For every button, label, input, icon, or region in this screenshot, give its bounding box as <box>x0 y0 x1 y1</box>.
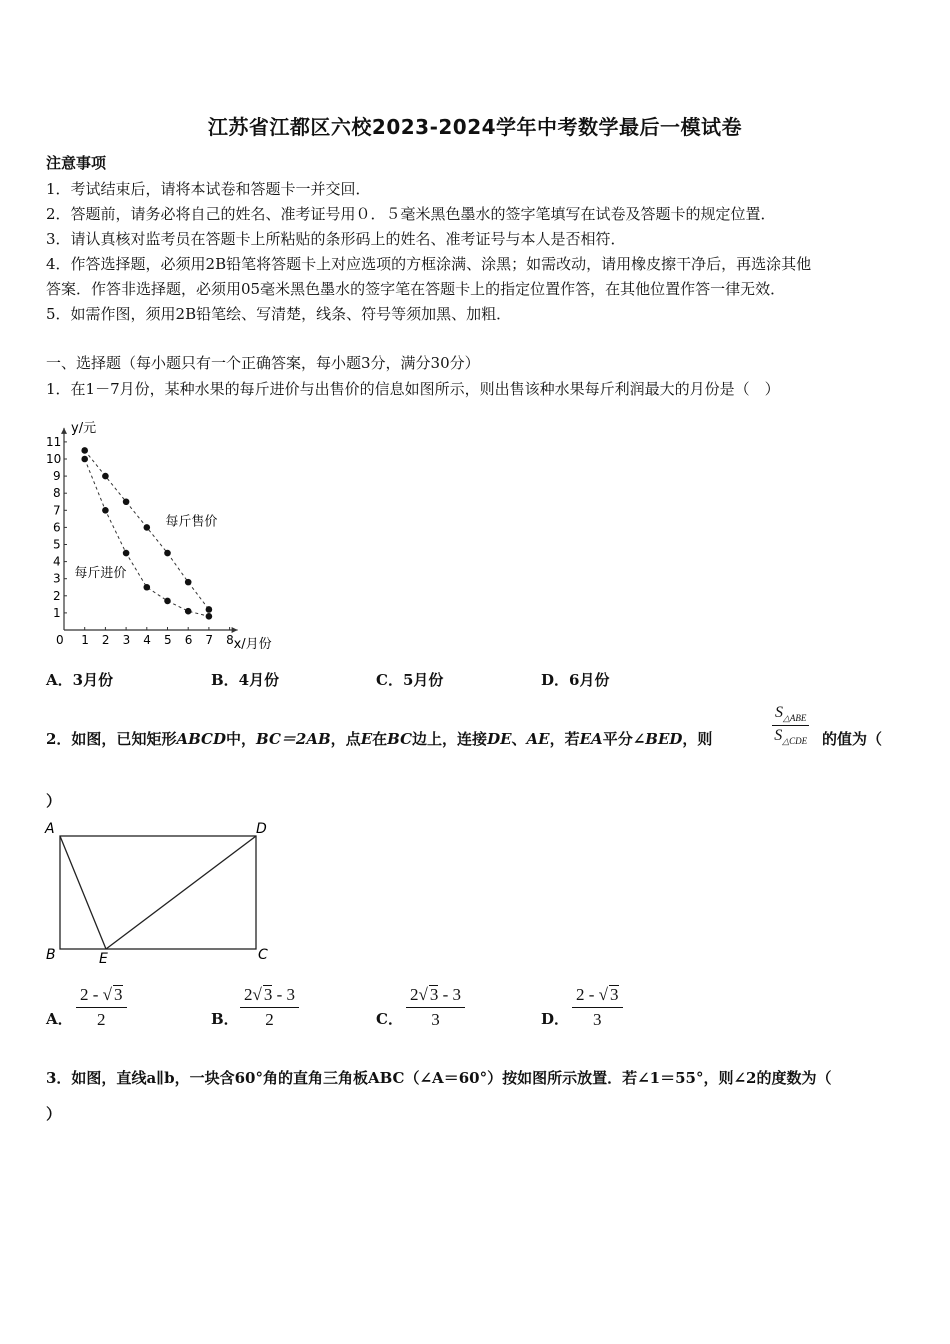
data-point <box>185 608 192 615</box>
data-point <box>123 550 130 557</box>
chart-marks <box>74 447 217 619</box>
x-tick-label: 7 <box>205 633 214 647</box>
q2-close: ） <box>46 792 62 810</box>
q1-price-chart <box>40 408 300 658</box>
q1-option-d[interactable]: D．6月份 <box>541 671 610 689</box>
y-tick-label: 8 <box>53 486 61 501</box>
data-point <box>144 584 151 591</box>
data-point <box>144 524 151 531</box>
data-point <box>81 456 88 463</box>
point-label: A <box>45 821 55 837</box>
data-point <box>81 447 88 454</box>
data-point <box>102 507 109 514</box>
y-tick-label: 11 <box>46 434 62 449</box>
notice-heading: 注意事项 <box>46 154 107 172</box>
y-tick-label: 7 <box>53 503 61 518</box>
x-tick-label: 8 <box>226 633 234 647</box>
question-3-text: 3．如图，直线a∥b，一块含60°角的直角三角板ABC（∠A＝60°）按如图所示放置．若∠1＝55°，则∠2的度数为（ <box>46 1069 832 1087</box>
x-axis-label: x/月份 <box>233 637 272 652</box>
x-tick-label: 2 <box>101 633 110 647</box>
y-axis-arrow <box>61 428 67 434</box>
point-label: D <box>256 821 267 837</box>
y-tick-label: 1 <box>53 605 61 620</box>
q2-option-d-value[interactable]: $\frac{2 - √ 3}{3}$ <box>572 985 623 1030</box>
y-tick-label: 4 <box>53 554 61 569</box>
y-axis-label: y/元 <box>71 420 97 436</box>
notice-item: 1．考试结束后，请将本试卷和答题卡一并交回． <box>46 180 371 198</box>
q2-option-c-value[interactable]: $\frac{2√ 3 - 3}{3}$ <box>406 985 465 1030</box>
data-point <box>123 498 130 505</box>
point-label: E <box>99 951 108 967</box>
x-tick-label: 1 <box>81 633 89 647</box>
x-tick-label: 5 <box>164 633 172 647</box>
data-point <box>102 473 109 480</box>
notice-item: 答案．作答非选择题，必须用05毫米黑色墨水的签字笔在答题卡上的指定位置作答，在其他位置作答一律无效． <box>46 280 786 298</box>
y-tick-label: 3 <box>53 571 61 586</box>
q2-option-b-value[interactable]: $\frac{2√ 3 - 3}{2}$ <box>240 985 299 1030</box>
series-label-sell: 每斤售价 <box>165 514 218 530</box>
page-title: 江苏省江都区六校2023-2024学年中考数学最后一模试卷 <box>207 115 743 139</box>
notice-item: 3．请认真核对监考员在答题卡上所粘贴的条形码上的姓名、准考证号与本人是否相符． <box>46 230 626 248</box>
question-2-text: 2．如图，已知矩形ABCD中，BC＝2AB，点E在BC边上，连接DE、AE，若EA平分∠BED，则 <box>46 730 713 748</box>
q2-option-d-label[interactable]: D． <box>541 1010 570 1028</box>
q2-tail: 的值为（ <box>822 730 883 748</box>
q2-rectangle-figure <box>40 818 290 968</box>
point-label: C <box>258 947 268 963</box>
data-point <box>164 598 171 605</box>
y-tick-label: 9 <box>53 469 61 484</box>
q2-option-a-label[interactable]: A． <box>46 1010 73 1028</box>
section-heading: 一、选择题（每小题只有一个正确答案，每小题3分，满分30分） <box>46 354 480 372</box>
q1-option-c[interactable]: C．5月份 <box>376 671 444 689</box>
q2-option-a-value[interactable]: $\frac{2 - √ 3}{2}$ <box>76 985 127 1030</box>
x-tick-label: 0 <box>56 633 64 647</box>
y-tick-label: 6 <box>53 520 61 535</box>
notice-item: 4．作答选择题，必须用2B铅笔将答题卡上对应选项的方框涂满、涂黑；如需改动，请用橡皮擦干净后，再选涂其他 <box>46 255 812 273</box>
series-label-cost: 每斤进价 <box>74 565 127 581</box>
y-tick-label: 5 <box>53 537 61 552</box>
chart-axes <box>46 421 272 652</box>
question-1-text: 1．在1－7月份，某种水果的每斤进价与出售价的信息如图所示，则出售该种水果每斤利润最大的月份是（ ） <box>46 380 780 398</box>
q2-option-c-label[interactable]: C． <box>376 1010 403 1028</box>
data-point <box>206 613 213 620</box>
notice-item: 5．如需作图，须用2B铅笔绘、写清楚，线条、符号等须加黑、加粗． <box>46 305 512 323</box>
notice-item: 2．答题前，请务必将自己的姓名、准考证号用０．５毫米黑色墨水的签字笔填写在试卷及答题卡的规定位置． <box>46 205 776 223</box>
q2-option-b-label[interactable]: B． <box>211 1010 239 1028</box>
x-tick-label: 3 <box>122 633 131 647</box>
q2-area-ratio: $S_{\triangle ABE}$ $S_{\triangle CDE}$ <box>772 704 809 747</box>
data-point <box>164 550 171 557</box>
q1-option-b[interactable]: B．4月份 <box>211 671 280 689</box>
q3-close: ） <box>46 1105 62 1123</box>
series-line-1 <box>85 459 209 616</box>
x-tick-label: 6 <box>184 633 193 647</box>
y-tick-label: 10 <box>46 452 62 466</box>
point-label: B <box>46 947 56 963</box>
y-tick-label: 2 <box>53 588 61 603</box>
q1-option-a[interactable]: A．3月份 <box>46 671 114 689</box>
data-point <box>185 579 192 586</box>
data-point <box>206 606 213 613</box>
x-tick-label: 4 <box>143 633 151 647</box>
